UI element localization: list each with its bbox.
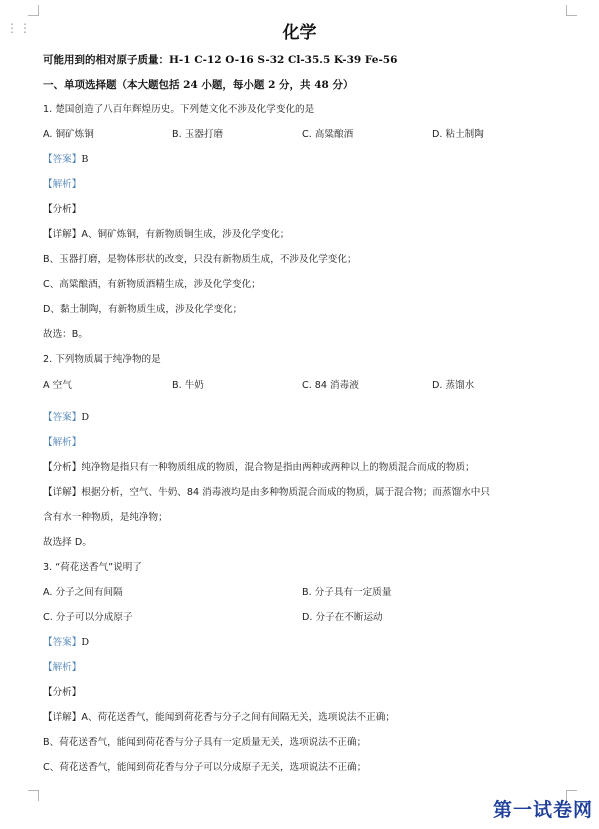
analysis-label: 【解析】	[43, 179, 82, 190]
detail-line: C、高粱酿酒，有新物质酒精生成，涉及化学变化；	[43, 279, 261, 290]
answer-label: 【答案】	[43, 412, 82, 423]
detail-line	[43, 711, 395, 725]
fenxi-label: 【分析】	[43, 687, 82, 698]
answer-value: D	[81, 637, 90, 648]
detail-line	[43, 486, 490, 500]
answer-value: D	[81, 412, 90, 423]
conclusion: 故选择 D。	[43, 537, 92, 548]
option-a: A 空气	[43, 380, 72, 391]
detail-line: B、玉器打磨，是物体形状的改变，只没有新物质生成，不涉及化学变化；	[43, 254, 357, 265]
option-a: A. 铜矿炼铜	[43, 129, 94, 140]
option-c: C. 高粱酿酒	[302, 129, 354, 140]
option-d: D. 粘土制陶	[432, 129, 484, 140]
detail-label: 【详解】	[43, 487, 82, 498]
section-heading: 一、单项选择题（本大题包括 24 小题，每小题 2 分，共 48 分）	[43, 79, 354, 91]
detail-text: 根据分析，空气、牛奶、84 消毒液均是由多种物质混合而成的物质，属于混合物；而蒸馏水中只	[81, 487, 490, 498]
fenxi-text: 纯净物是指只有一种物质组成的物质，混合物是指由两种或两种以上的物质混合而成的物质；	[81, 462, 475, 473]
answer-line	[43, 636, 89, 650]
detail-text: A、铜矿炼铜，有新物质铜生成，涉及化学变化；	[81, 229, 290, 240]
page-corner-mark	[566, 5, 577, 16]
detail-label: 【详解】	[43, 229, 82, 240]
detail-line: 含有水一种物质，是纯净物；	[43, 512, 168, 523]
detail-line: B、荷花送香气，能闻到荷花香与分子具有一定质量无关，选项说法不正确；	[43, 737, 367, 748]
conclusion: 故选：B。	[43, 329, 88, 340]
detail-line: D、黏土制陶，有新物质生成，涉及化学变化；	[43, 304, 243, 315]
option-c: C. 分子可以分成原子	[43, 612, 133, 623]
answer-line	[43, 411, 89, 425]
analysis-label: 【解析】	[43, 437, 82, 448]
option-d: D. 蒸馏水	[432, 380, 475, 391]
fenxi-label: 【分析】	[43, 462, 82, 473]
question-stem: 3. “荷花送香气”说明了	[43, 562, 142, 573]
option-b: B. 分子具有一定质量	[302, 587, 392, 598]
question-stem: 1. 楚国创造了八百年辉煌历史。下列楚文化不涉及化学变化的是	[43, 104, 315, 115]
fenxi-label: 【分析】	[43, 204, 82, 215]
answer-label: 【答案】	[43, 637, 82, 648]
drag-handle-icon[interactable]: ⋮⋮	[6, 21, 32, 35]
option-d: D. 分子在不断运动	[302, 612, 383, 623]
option-b: B. 玉器打磨	[172, 129, 224, 140]
atomic-mass-line: 可能用到的相对原子质量：H-1 C-12 O-16 S-32 Cl-35.5 K-39 Fe-56	[43, 54, 398, 66]
site-watermark: 第一试卷网	[492, 799, 593, 821]
page-corner-mark	[28, 790, 39, 801]
answer-line	[43, 153, 88, 167]
page-title: 化学	[282, 23, 317, 43]
analysis-label: 【解析】	[43, 662, 82, 673]
question-stem: 2. 下列物质属于纯净物的是	[43, 354, 161, 365]
detail-line	[43, 228, 289, 242]
detail-text: A、荷花送香气，能闻到荷花香与分子之间有间隔无关，选项说法不正确；	[81, 712, 395, 723]
fenxi-line	[43, 461, 475, 475]
detail-label: 【详解】	[43, 712, 82, 723]
detail-line: C、荷花送香气，能闻到荷花香与分子可以分成原子无关，选项说法不正确；	[43, 762, 367, 773]
option-b: B. 牛奶	[172, 380, 204, 391]
page-corner-mark	[28, 5, 39, 16]
answer-label: 【答案】	[43, 154, 82, 165]
option-c: C. 84 消毒液	[302, 380, 359, 391]
answer-value: B	[81, 154, 89, 165]
option-a: A. 分子之间有间隔	[43, 587, 123, 598]
